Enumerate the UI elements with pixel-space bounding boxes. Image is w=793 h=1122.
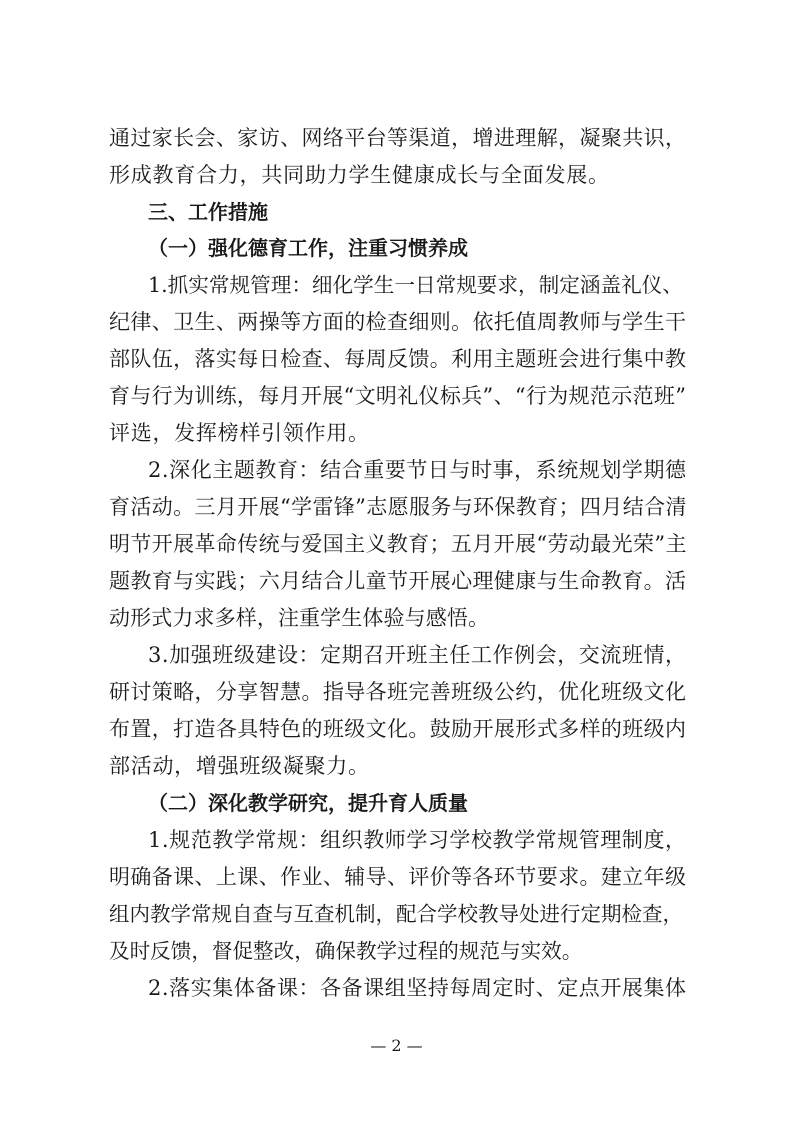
body-text-line: 明确备课、上课、作业、辅导、评价等各环节要求。建立年级 [109,865,687,889]
body-text-line: 布置，打造各具特色的班级文化。鼓励开展形式多样的班级内 [109,717,687,741]
body-text-line: 评选，发挥榜样引领作用。 [109,421,370,445]
section-heading: 三、工作措施 [148,200,268,224]
body-text-line: 明节开展革命传统与爱国主义教育；五月开展“劳动最光荣”主 [109,532,687,556]
body-text-line: 1.抓实常规管理：细化学生一日常规要求，制定涵盖礼仪、 [148,273,683,297]
body-text-line: 动形式力求多样，注重学生体验与感悟。 [109,606,490,630]
body-text-line: 3.加强班级建设：定期召开班主任工作例会，交流班情， [148,643,687,667]
body-text-line: 部队伍，落实每日检查、每周反馈。利用主题班会进行集中教 [109,347,687,371]
body-text-line: 1.规范教学常规：组织教师学习学校教学常规管理制度， [148,828,687,852]
body-text-line: 研讨策略，分享智慧。指导各班完善班级公约，优化班级文化 [109,680,687,704]
page-number: — 2 — [370,1036,423,1055]
body-text-line: 形成教育合力，共同助力学生健康成长与全面发展。 [109,163,610,187]
body-text-line: 纪律、卫生、两操等方面的检查细则。依托值周教师与学生干 [109,310,687,334]
body-text-line: 2.深化主题教育：结合重要节日与时事，系统规划学期德 [148,458,687,482]
body-text-line: 组内教学常规自查与互查机制，配合学校教导处进行定期检查， [109,902,683,926]
subsection-heading: （一）强化德育工作，注重习惯养成 [148,236,468,260]
body-text-line: 部活动，增强班级凝聚力。 [109,754,370,778]
body-text-line: 育活动。三月开展“学雷锋”志愿服务与环保教育；四月结合清 [109,495,687,519]
body-text-line: 通过家长会、家访、网络平台等渠道，增进理解，凝聚共识， [109,126,687,150]
body-text-line: 及时反馈，督促整改，确保教学过程的规范与实效。 [109,939,583,963]
body-text-line: 育与行为训练，每月开展“文明礼仪标兵”、“行为规范示范班” [109,384,687,408]
body-text-line: 题教育与实践；六月结合儿童节开展心理健康与生命教育。活 [109,569,687,593]
body-text-line: 2.落实集体备课：各备课组坚持每周定时、定点开展集体 [148,976,687,1000]
subsection-heading: （二）深化教学研究，提升育人质量 [148,791,468,815]
